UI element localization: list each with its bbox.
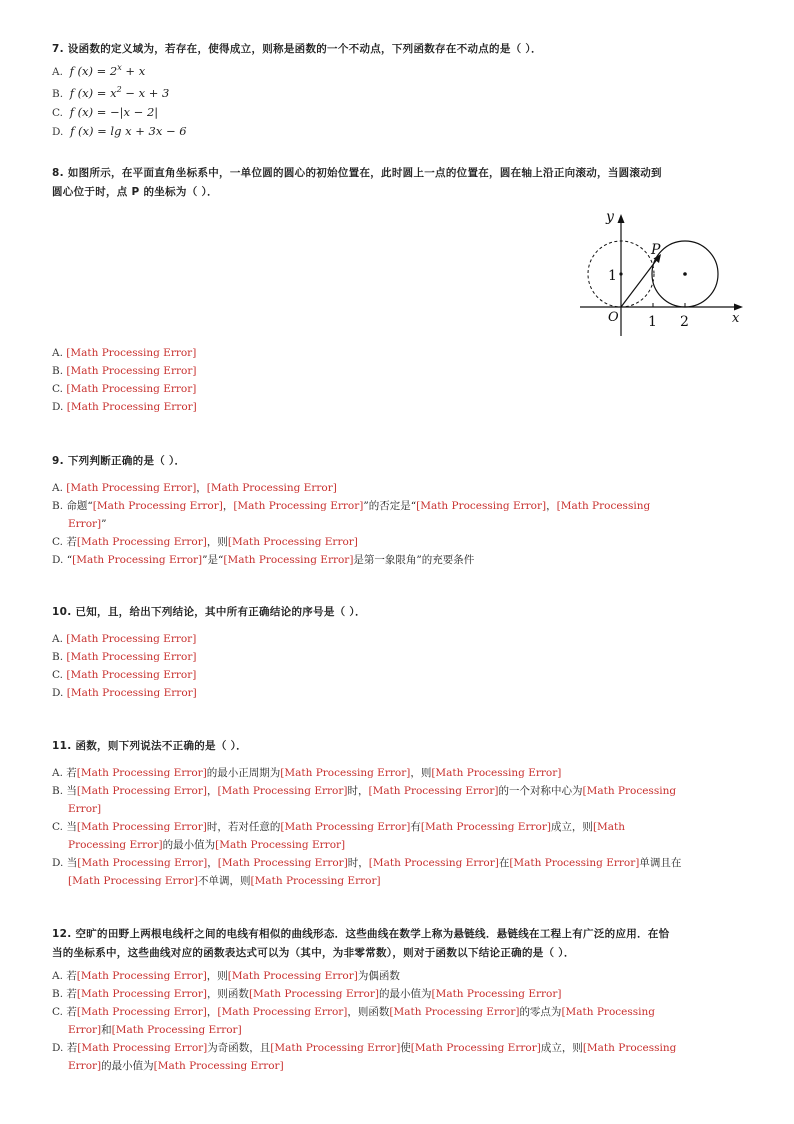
- y-axis-label: y: [606, 209, 614, 225]
- vector-op: [621, 258, 658, 307]
- question-7-stem: 7. 设函数的定义域为，若存在，使得成立，则称是函数的一个不动点，下列函数存在不动点的是（ ）．: [52, 43, 542, 55]
- q12-option-c[interactable]: C. 若[Math Processing Error]，[Math Processing Error]，则函数[Math Processing Error]的零点为[Math Processing: [52, 1006, 655, 1018]
- option-label: C.: [52, 106, 63, 119]
- q11-option-a[interactable]: A. 若[Math Processing Error]的最小正周期为[Math Processing Error]，则[Math Processing Error]: [52, 767, 562, 779]
- point-p-label: P: [651, 242, 661, 258]
- initial-center-dot: [619, 272, 622, 275]
- x-axis-arrow: [734, 304, 743, 311]
- y-tick-label-1: 1: [608, 268, 617, 284]
- x-tick-label-1: 1: [648, 314, 657, 330]
- q10-option-b[interactable]: B. [Math Processing Error]: [52, 651, 197, 663]
- math-expression: f (x) = −|x − 2|: [69, 104, 159, 119]
- question-12-stem-line-1: 12. 空旷的田野上两根电线杆之间的电线有相似的曲线形态．这些曲线在数学上称为悬链线．悬链线在工程上有广泛的应用．在恰: [52, 928, 670, 940]
- q7-option-a[interactable]: [52, 59, 752, 81]
- q11-option-b[interactable]: B. 当[Math Processing Error]，[Math Processing Error]时，[Math Processing Error]的一个对称中心为[Math Processing: [52, 785, 677, 797]
- q7-option-d[interactable]: [52, 122, 752, 141]
- math-expression: f $(x) = x^2 - x + 3$: [69, 84, 170, 100]
- q12-option-b[interactable]: B. 若[Math Processing Error]，则函数[Math Processing Error]的最小值为[Math Processing Error]: [52, 988, 562, 1000]
- math-expression: f $(x) = 2^x + x$: [69, 63, 146, 78]
- question-10: [52, 603, 752, 702]
- x-tick-label-2: 2: [680, 314, 689, 330]
- rolled-center-dot: [683, 272, 687, 276]
- q9-option-b[interactable]: B. 命题“[Math Processing Error]，[Math Processing Error]”的否定是“[Math Processing Error]，[Math Processing: [52, 500, 651, 512]
- question-12-stem-line-2: 当的坐标系中，这些曲线对应的函数表达式可以为（其中，为非零常数），则对于函数以下结论正确的是（ ）．: [52, 947, 575, 959]
- question-11: 11. 函数，则下列说法不正确的是（ ）． A. 若[Math Processing Error]的最小正周期为[Math Processing Error]，则[Math Processing Error] B. 当[Math Processing Error]，[Math Processing Error]时，[Math Processing Error]的一个对称中心为[Math Processing Error] C. 当[Math Processing Error]时，若对任意的[Math Processing Error]有[Math Processing Error]成立，则[Math Processing Error]的最小值为[Math Processing Error] D. 当[Math Processing Error]，[Math Processing Error]时，[Math Processing Error]在[Math Processing Error]单调且在 [Math Processing Error]不单调，则[Math Processing Error]: [52, 737, 752, 890]
- q9-option-b-cont: Error]”: [68, 518, 107, 530]
- q11-option-c[interactable]: C. 当[Math Processing Error]时，若对任意的[Math Processing Error]有[Math Processing Error]成立，则[Math: [52, 821, 626, 833]
- q9-option-d[interactable]: D. “[Math Processing Error]”是“[Math Processing Error]是第一象限角”的充要条件: [52, 554, 475, 566]
- q8-option-b[interactable]: B. [Math Processing Error]: [52, 365, 197, 377]
- q10-option-c[interactable]: C. [Math Processing Error]: [52, 669, 197, 681]
- q7-option-b[interactable]: [52, 81, 752, 103]
- question-8: [52, 164, 752, 202]
- option-label: B.: [52, 87, 64, 100]
- q9-option-a[interactable]: A. [Math Processing Error]，[Math Processing Error]: [52, 482, 337, 494]
- question-10-stem: 10. 已知，且，给出下列结论，其中所有正确结论的序号是（ ）．: [52, 606, 366, 618]
- q8-option-c[interactable]: C. [Math Processing Error]: [52, 383, 197, 395]
- rolling-circle-figure: [575, 204, 750, 338]
- option-label: A.: [52, 65, 63, 78]
- q8-option-a[interactable]: A. [Math Processing Error]: [52, 347, 197, 359]
- question-8-stem-line-2: 圆心位于时，点 P 的坐标为（ ）．: [52, 186, 218, 198]
- q12-option-a[interactable]: A. 若[Math Processing Error]，则[Math Processing Error]为偶函数: [52, 970, 400, 982]
- y-axis-arrow: [618, 214, 625, 223]
- q10-option-d[interactable]: D. [Math Processing Error]: [52, 687, 197, 699]
- origin-label: O: [608, 310, 619, 325]
- q12-option-d[interactable]: D. 若[Math Processing Error]为奇函数，且[Math Processing Error]使[Math Processing Error]成立，则[Math Processing: [52, 1042, 677, 1054]
- question-7: [52, 40, 752, 141]
- question-8-stem-line-1: 8. 如图所示，在平面直角坐标系中，一单位圆的圆心的初始位置在，此时圆上一点的位置在，圆在轴上沿正向滚动，当圆滚动到: [52, 167, 662, 179]
- x-axis-label: x: [732, 311, 740, 326]
- q9-option-c[interactable]: C. 若[Math Processing Error]，则[Math Processing Error]: [52, 536, 358, 548]
- question-11-stem: 11. 函数，则下列说法不正确的是（ ）．: [52, 740, 247, 752]
- q11-option-d[interactable]: D. 当[Math Processing Error]，[Math Processing Error]时，[Math Processing Error]在[Math Processing Error]单调且在: [52, 857, 682, 869]
- math-expression: f (x) = lg x + 3x − 6: [70, 123, 187, 138]
- option-label: D.: [52, 125, 64, 138]
- question-9-stem: 9. 下列判断正确的是（ ）．: [52, 455, 186, 467]
- q10-option-a[interactable]: A. [Math Processing Error]: [52, 633, 197, 645]
- question-8-options: [52, 344, 752, 416]
- q7-option-c[interactable]: [52, 103, 752, 122]
- question-12: 12. 空旷的田野上两根电线杆之间的电线有相似的曲线形态．这些曲线在数学上称为悬链线．悬链线在工程上有广泛的应用．在恰 当的坐标系中，这些曲线对应的函数表达式可以为（其中，为非零常数），则对于函数以下结论正确的是（ ）． A. 若[Math Processing Error]，则[Math Processing Error]为偶函数 B. 若[Math Processing Error]，则函数[Math Processing Error]的最小值为[Math Processing Error] C. 若[Math Processing Error]，[Math Processing Error]，则函数[Math Processing Error]的零点为[Math Processing Error]和[Math Processing Error] D. 若[Math Processing Error]为奇函数，且[Math Processing Error]使[Math Processing Error]成立，则[Math Processing Error]的最小值为[Math Processing Error]: [52, 925, 752, 1075]
- question-9: [52, 452, 752, 569]
- q8-option-d[interactable]: D. [Math Processing Error]: [52, 401, 197, 413]
